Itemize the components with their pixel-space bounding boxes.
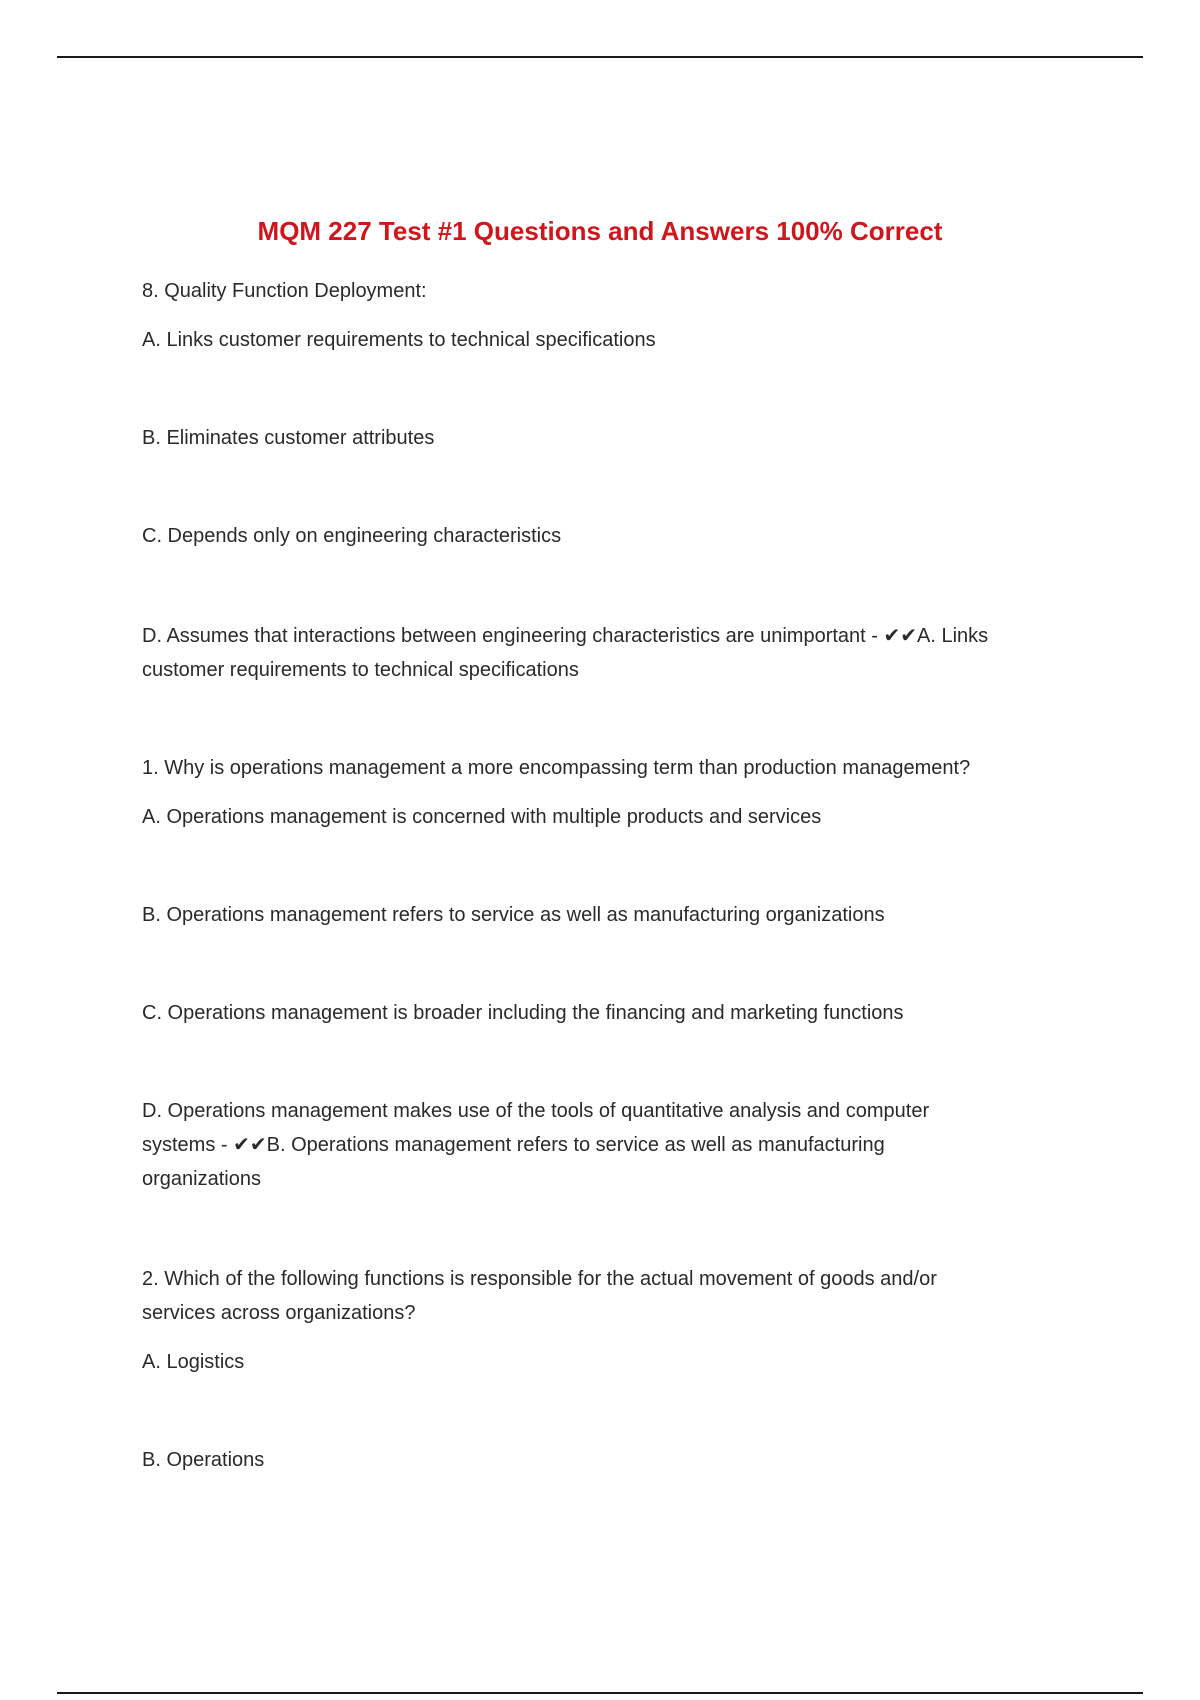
question-8-answer-continued: customer requirements to technical specifications xyxy=(142,659,579,681)
question-1-option-a: A. Operations management is concerned with multiple products and services xyxy=(142,806,822,828)
question-2-option-b: B. Operations xyxy=(142,1449,265,1471)
question-1-answer-continued-2: organizations xyxy=(142,1168,261,1190)
header-rule xyxy=(57,56,1143,58)
question-2-prompt-continued: services across organizations? xyxy=(142,1302,416,1324)
page-title: MQM 227 Test #1 Questions and Answers 100% Correct xyxy=(257,216,943,246)
question-2-prompt: 2. Which of the following functions is responsible for the actual movement of goods and/or xyxy=(142,1268,937,1290)
question-2-option-a: A. Logistics xyxy=(142,1351,245,1373)
question-8-option-d: D. Assumes that interactions between engineering characteristics are unimportant - ✔✔A. Links xyxy=(142,625,989,647)
question-8-prompt: 8. Quality Function Deployment: xyxy=(142,280,427,302)
question-1-option-d: D. Operations management makes use of the tools of quantitative analysis and computer xyxy=(142,1100,930,1122)
footer-rule xyxy=(57,1692,1143,1694)
question-1-answer-continued: systems - ✔✔B. Operations management refers to service as well as manufacturing xyxy=(142,1134,885,1156)
question-8-option-b: B. Eliminates customer attributes xyxy=(142,427,435,449)
question-1-prompt: 1. Why is operations management a more encompassing term than production management? xyxy=(142,757,971,779)
question-1-option-c: C. Operations management is broader including the financing and marketing functions xyxy=(142,1002,904,1024)
question-8-option-c: C. Depends only on engineering characteristics xyxy=(142,525,562,547)
question-1-option-b: B. Operations management refers to service as well as manufacturing organizations xyxy=(142,904,885,926)
question-8-option-a: A. Links customer requirements to technical specifications xyxy=(142,329,656,351)
